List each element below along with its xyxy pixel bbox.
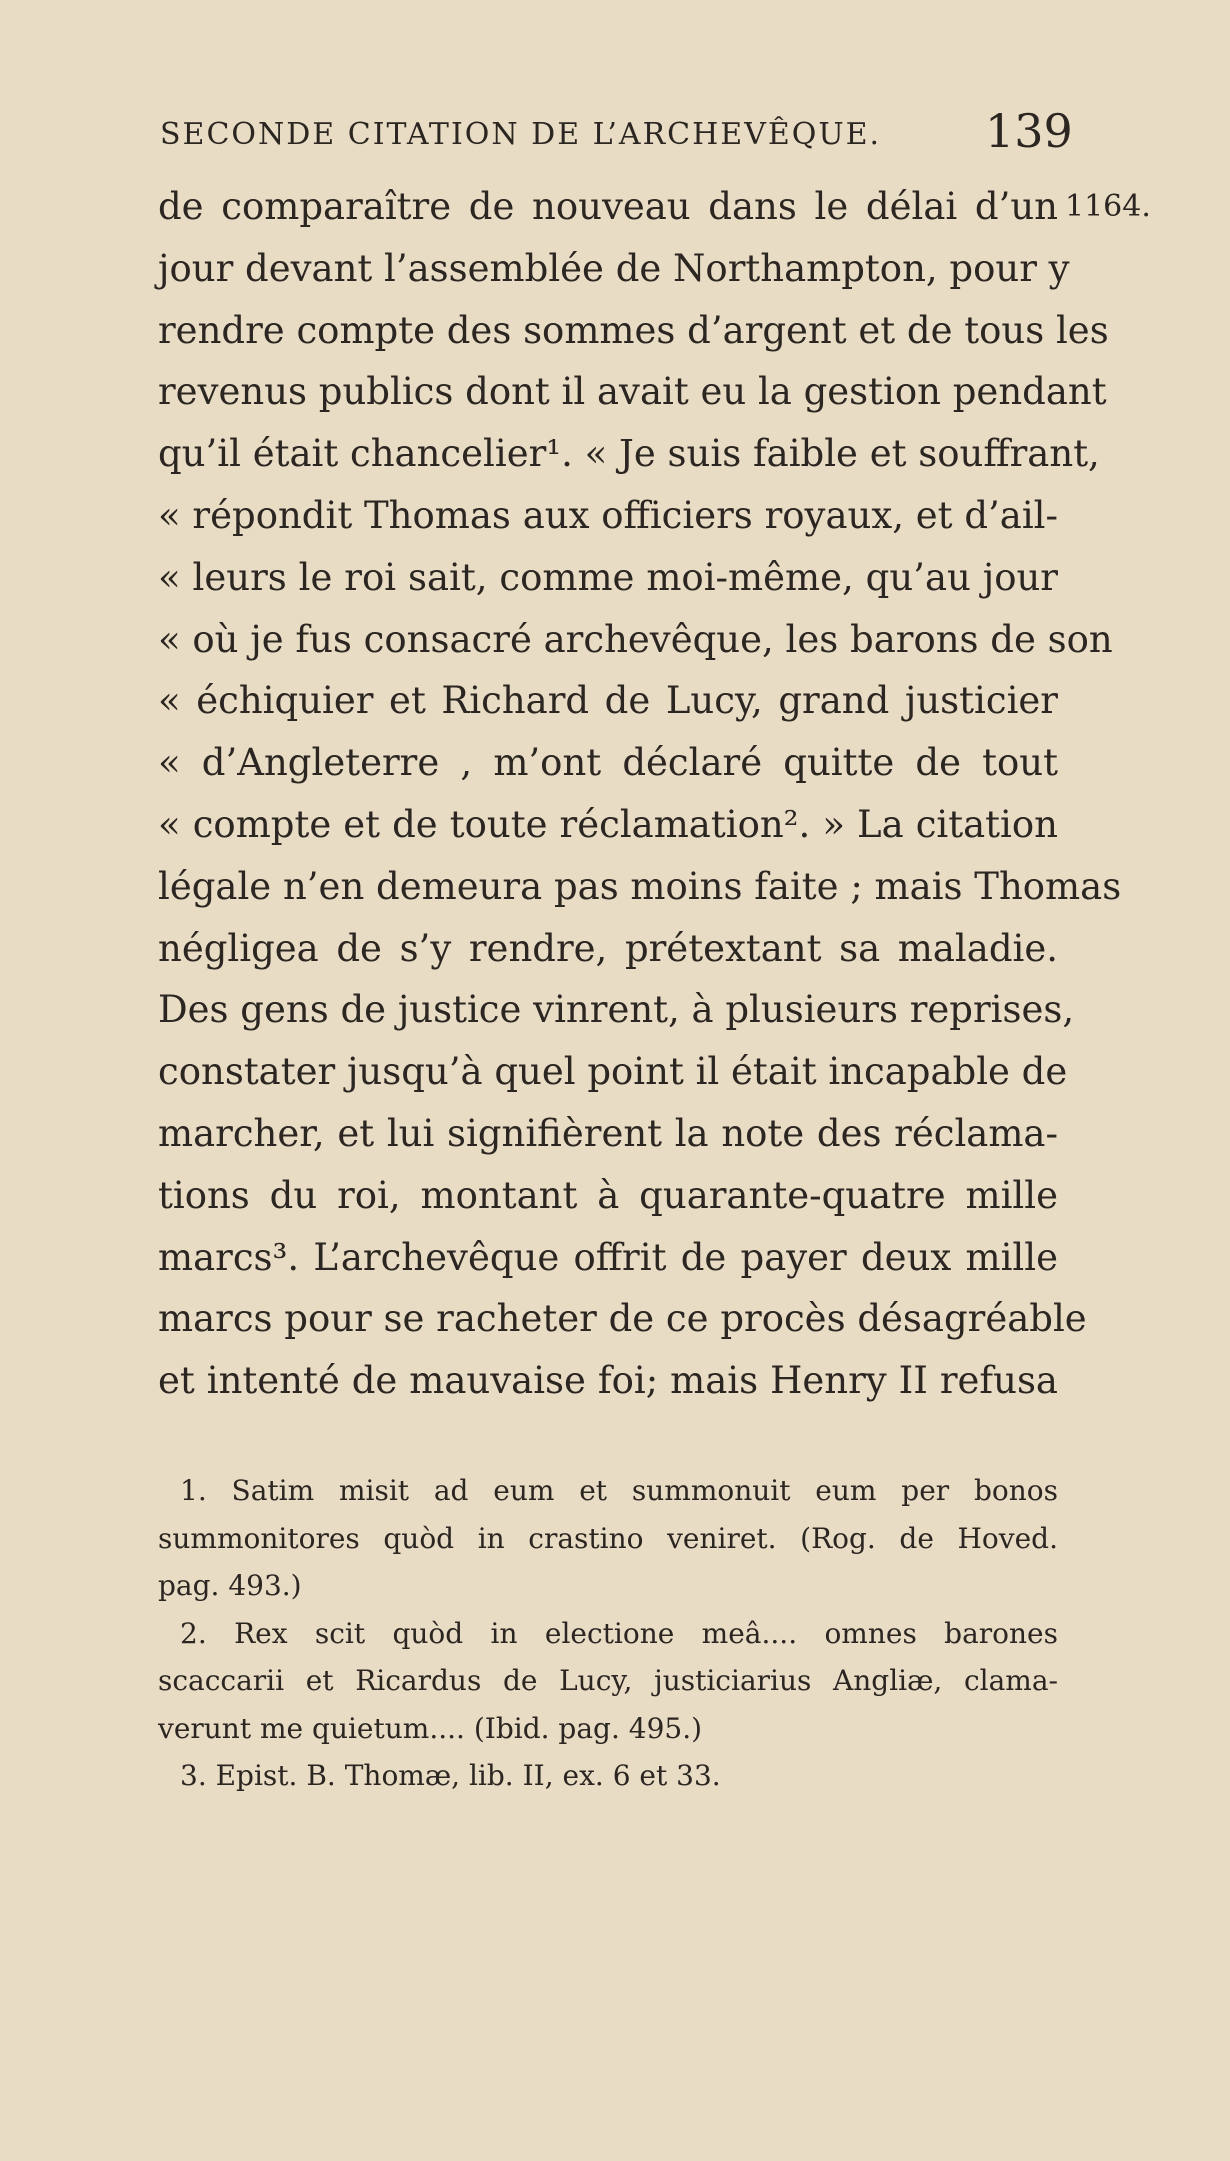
text-line: « compte et de toute réclamation². » La citation [158, 802, 1058, 846]
text-line: « leurs le roi sait, comme moi-même, qu’au jour [158, 555, 1058, 599]
text-line: Des gens de justice vinrent, à plusieurs reprises, [158, 988, 1075, 1032]
footnote-2-line: verunt me quietum.... (Ibid. pag. 495.) [158, 1711, 703, 1745]
footnote-1-line: summonitores quòd in crastino veniret. (Rog. de Hoved. [158, 1521, 1058, 1555]
text-line: jour devant l’assemblée de Northampton, pour y [158, 246, 1070, 290]
text-line: « répondit Thomas aux officiers royaux, et d’ail- [158, 493, 1058, 537]
running-title: SECONDE CITATION DE L’ARCHEVÊQUE. [160, 117, 882, 152]
text-line: tions du roi, montant à quarante-quatre mille [158, 1173, 1058, 1217]
text-line: négligea de s’y rendre, prétextant sa maladie. [158, 926, 1058, 970]
footnote-2-line: scaccarii et Ricardus de Lucy, justiciarius Angliæ, clama- [158, 1664, 1058, 1697]
page-number: 139 [985, 104, 1073, 158]
footnote-2-line: 2. Rex scit quòd in electione meâ.... omnes barones [180, 1616, 1058, 1650]
footnote-3-line: 3. Epist. B. Thomæ, lib. II, ex. 6 et 33. [180, 1759, 721, 1792]
text-line: marcher, et lui signifièrent la note des réclama- [158, 1111, 1058, 1155]
footnote-1-line: pag. 493.) [158, 1569, 302, 1602]
text-line: de comparaître de nouveau dans le délai d’un [158, 185, 1058, 228]
text-line: rendre compte des sommes d’argent et de tous les [158, 308, 1109, 352]
text-line: qu’il était chancelier¹. « Je suis faible et souffrant, [158, 432, 1100, 476]
text-line: revenus publics dont il avait eu la gestion pendant [158, 370, 1107, 414]
text-line: constater jusqu’à quel point il était incapable de [158, 1050, 1068, 1094]
text-line: « d’Angleterre , m’ont déclaré quitte de tout [158, 741, 1058, 785]
footnotes [158, 1467, 1058, 1800]
text-line: et intenté de mauvaise foi; mais Henry II refusa [158, 1359, 1058, 1403]
marginal-year: 1164. [1065, 189, 1151, 224]
text-line: « où je fus consacré archevêque, les barons de son [158, 617, 1113, 661]
footnote-1-line: 1. Satim misit ad eum et summonuit eum per bonos [180, 1474, 1058, 1507]
text-line: marcs pour se racheter de ce procès désagréable [158, 1297, 1087, 1341]
text-line: marcs³. L’archevêque offrit de payer deux mille [158, 1235, 1058, 1279]
text-line: légale n’en demeura pas moins faite ; mais Thomas [158, 864, 1122, 908]
text-line: « échiquier et Richard de Lucy, grand justicier [158, 679, 1058, 723]
